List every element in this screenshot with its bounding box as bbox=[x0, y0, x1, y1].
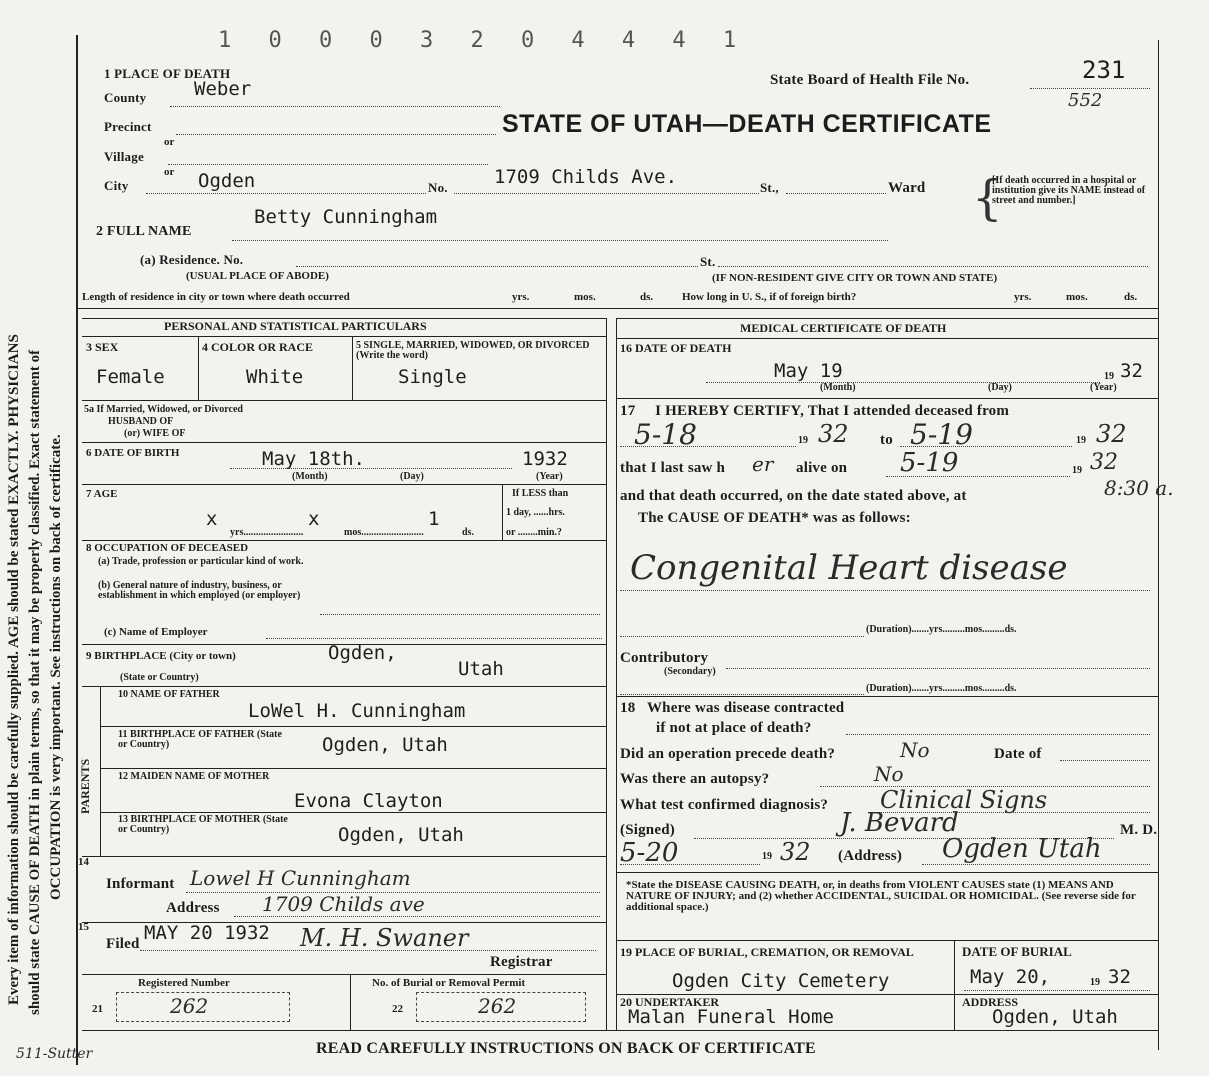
undertaker-address: Ogden, Utah bbox=[992, 1006, 1118, 1028]
informant-address-label: Address bbox=[166, 900, 220, 916]
burial-year: 32 bbox=[1108, 966, 1131, 988]
hospital-note: [If death occurred in a hospital or institution give its NAME instead of street and number.] bbox=[992, 175, 1146, 206]
age-ds: 1 bbox=[428, 508, 440, 530]
county-label: County bbox=[104, 90, 147, 105]
cause-instructions: *State the DISEASE CAUSING DEATH, or, in deaths from VIOLENT CAUSES state (1) MEANS AND NATURE OF INJURY; and (2) whether ACCIDENTAL, SUICIDAL OR HOMICIDAL. (See reverse side for additional space.) bbox=[626, 879, 1136, 913]
mother-birthplace: Ogden, Utah bbox=[338, 824, 464, 846]
date-of-death-label: 16 DATE OF DEATH bbox=[620, 341, 732, 355]
ward-label: Ward bbox=[888, 180, 926, 196]
village-label: Village bbox=[104, 149, 144, 164]
side-note-line1: Every item of information should be carefully supplied. AGE should be stated EXACTLY. PHYSICIANS bbox=[6, 334, 22, 1005]
mother-birthplace-label: 13 BIRTHPLACE OF MOTHER (State or Country) bbox=[118, 814, 288, 835]
age-mos: x bbox=[308, 508, 320, 530]
precinct-label: Precinct bbox=[104, 119, 152, 134]
age-label: 7 AGE bbox=[86, 488, 118, 500]
birthplace-label: 9 BIRTHPLACE (City or town) bbox=[86, 650, 236, 662]
mother-name-label: 12 MAIDEN NAME OF MOTHER bbox=[118, 771, 270, 782]
date-of-death-year: 32 bbox=[1120, 360, 1143, 382]
birthplace-state: Utah bbox=[458, 658, 504, 680]
operation-value: No bbox=[900, 738, 930, 762]
registered-number: 262 bbox=[170, 994, 209, 1018]
father-name: LoWel H. Cunningham bbox=[248, 700, 466, 722]
where-contracted-label: 18 Where was disease contracted bbox=[620, 700, 845, 716]
age-yrs: x bbox=[206, 508, 218, 530]
informant-label: Informant bbox=[106, 876, 175, 892]
attended-from-year: 32 bbox=[818, 420, 849, 448]
file-no-label: State Board of Health File No. bbox=[770, 72, 970, 88]
mother-name: Evona Clayton bbox=[294, 790, 443, 812]
registrar-signature: M. H. Swaner bbox=[300, 924, 469, 952]
test-label: What test confirmed diagnosis? bbox=[620, 797, 829, 813]
marital-label: 5 SINGLE, MARRIED, WIDOWED, OR DIVORCED (Write the word) bbox=[356, 340, 590, 361]
spouse-label: 5a If Married, Widowed, or Divorced bbox=[84, 404, 243, 415]
file-no-sub: 552 bbox=[1068, 90, 1103, 111]
filed-label: Filed bbox=[106, 936, 140, 952]
certify-text: 17 I HEREBY CERTIFY, That I attended deceased from bbox=[620, 403, 1010, 419]
dob-year: 1932 bbox=[522, 448, 568, 470]
time-of-death: 8:30 a. bbox=[1104, 476, 1174, 500]
marital-value: Single bbox=[398, 366, 467, 388]
sex-value: Female bbox=[96, 366, 165, 388]
autopsy-label: Was there an autopsy? bbox=[620, 771, 770, 787]
street-address: 1709 Childs Ave. bbox=[494, 166, 678, 188]
cause-label: The CAUSE OF DEATH* was as follows: bbox=[638, 510, 911, 526]
color-value: White bbox=[246, 366, 304, 388]
birthplace-city: Ogden, bbox=[328, 642, 397, 664]
physician-signature: J. Bevard bbox=[840, 808, 959, 838]
physician-address: Ogden Utah bbox=[942, 834, 1102, 864]
father-name-label: 10 NAME OF FATHER bbox=[118, 689, 220, 700]
cause-of-death: Congenital Heart disease bbox=[630, 548, 1068, 588]
attended-from: 5-18 bbox=[634, 418, 697, 451]
attended-to-year: 32 bbox=[1096, 420, 1127, 448]
burial-date-label: DATE OF BURIAL bbox=[962, 944, 1072, 959]
county-value: Weber bbox=[194, 78, 252, 100]
burial-permit-number: 262 bbox=[478, 994, 517, 1018]
dob-month-day: May 18th. bbox=[262, 448, 365, 470]
or-1: or bbox=[164, 136, 175, 148]
side-note-line2: should state CAUSE OF DEATH in plain terms, so that it may be properly classified. Exact statement of bbox=[27, 349, 43, 1015]
burial-permit-label: No. of Burial or Removal Permit bbox=[372, 977, 526, 989]
test-value: Clinical Signs bbox=[880, 786, 1048, 814]
dob-label: 6 DATE OF BIRTH bbox=[86, 447, 180, 459]
residence-st: St. bbox=[700, 254, 716, 269]
father-birthplace-label: 11 BIRTHPLACE OF FATHER (State or Country) bbox=[118, 729, 282, 750]
informant-address: 1709 Childs ave bbox=[262, 892, 425, 916]
attended-to: 5-19 bbox=[910, 418, 973, 451]
color-label: 4 COLOR OR RACE bbox=[202, 340, 314, 354]
last-saw-year: 32 bbox=[1090, 450, 1118, 475]
file-no: 231 bbox=[1082, 56, 1126, 84]
burial-date: May 20, bbox=[970, 966, 1051, 988]
autopsy-value: No bbox=[874, 762, 904, 786]
undertaker-address-label: ADDRESS bbox=[962, 995, 1019, 1009]
informant-signature: Lowel H Cunningham bbox=[190, 866, 411, 890]
street-no-label: No. bbox=[428, 180, 448, 195]
corner-note: 511-Sutter bbox=[16, 1046, 93, 1062]
filed-date: MAY 20 1932 bbox=[144, 922, 270, 944]
occupation-label: 8 OCCUPATION OF DECEASED bbox=[86, 542, 249, 554]
non-resident-label: (IF NON-RESIDENT GIVE CITY OR TOWN AND STATE) bbox=[712, 272, 998, 284]
how-long-us-label: How long in U. S., if of foreign birth? bbox=[682, 291, 857, 303]
full-name-label: 2 FULL NAME bbox=[96, 224, 192, 239]
place-of-death-label: 1 PLACE OF DEATH bbox=[104, 66, 231, 81]
certificate-title: STATE OF UTAH—DEATH CERTIFICATE bbox=[502, 110, 992, 138]
street-label: St., bbox=[760, 180, 779, 195]
operation-label: Did an operation precede death? bbox=[620, 746, 836, 762]
or-2: or bbox=[164, 166, 175, 178]
certificate-serial: 1 0 0 0 3 2 0 4 4 4 1 bbox=[218, 28, 749, 53]
burial-place-label: 19 PLACE OF BURIAL, CREMATION, OR REMOVAL bbox=[620, 945, 914, 959]
personal-section-title: PERSONAL AND STATISTICAL PARTICULARS bbox=[164, 319, 427, 333]
signed-label: (Signed) bbox=[620, 822, 675, 838]
footer-instructions: READ CAREFULLY INSTRUCTIONS ON BACK OF CERTIFICATE bbox=[316, 1040, 816, 1057]
undertaker: Malan Funeral Home bbox=[628, 1006, 834, 1028]
city-value: Ogden bbox=[198, 170, 256, 192]
parents-label: PARENTS bbox=[78, 758, 92, 814]
last-saw-pronoun: er bbox=[752, 452, 774, 476]
registrar-label: Registrar bbox=[490, 954, 553, 970]
side-note-line3: OCCUPATION is very important. See instructions on back of certificate. bbox=[48, 434, 64, 900]
registered-number-label: Registered Number bbox=[138, 977, 230, 989]
father-birthplace: Ogden, Utah bbox=[322, 734, 448, 756]
medical-section-title: MEDICAL CERTIFICATE OF DEATH bbox=[740, 321, 947, 335]
signed-date: 5-20 bbox=[620, 838, 679, 868]
length-residence-label: Length of residence in city or town where death occurred bbox=[82, 291, 350, 303]
city-label: City bbox=[104, 178, 129, 193]
date-of-death-month-day: May 19 bbox=[774, 360, 843, 382]
burial-place: Ogden City Cemetery bbox=[672, 970, 890, 992]
sex-label: 3 SEX bbox=[86, 340, 119, 354]
full-name: Betty Cunningham bbox=[254, 206, 438, 228]
contributory-label: Contributory bbox=[620, 650, 709, 666]
last-saw-date: 5-19 bbox=[900, 448, 959, 478]
residence-label: (a) Residence. No. bbox=[140, 252, 244, 267]
undertaker-label: 20 UNDERTAKER bbox=[620, 995, 720, 1009]
signed-year: 32 bbox=[780, 838, 811, 866]
usual-abode: (USUAL PLACE OF ABODE) bbox=[186, 270, 329, 282]
